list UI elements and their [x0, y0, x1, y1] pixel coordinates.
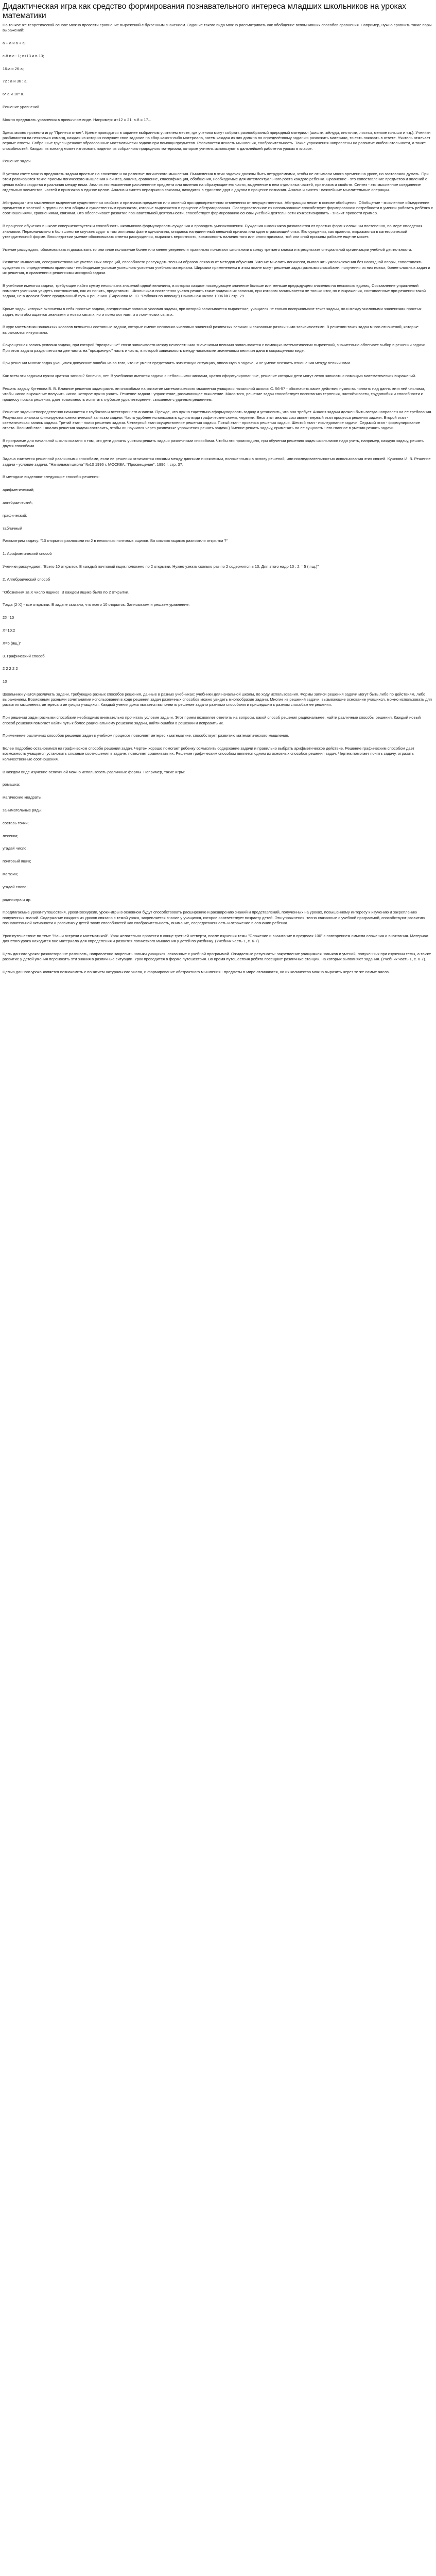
article-paragraph: угадай слово; — [3, 884, 28, 889]
article-paragraph: 6* а и 18* а. — [3, 92, 24, 97]
article-paragraph: 2. Алгебраический способ — [3, 577, 50, 582]
article-title: Дидактическая игра как средство формирования познавательного интереса младших школьников на уроках математики — [3, 2, 406, 20]
article-paragraph: радиоигра и др. — [3, 897, 32, 902]
article-paragraph: 10 — [3, 679, 7, 684]
article-paragraph: В курс математики начальных классов включены составные задачи, которые имеют несколько числовых значений различных величин и связанных различными зависимостями. В решении таких задач много отношений, которые выражаются интуитивно. — [3, 325, 419, 335]
article-page — [0, 0, 436, 984]
article-paragraph: 16·а и 26·а; — [3, 66, 24, 71]
article-paragraph: В каждом виде изучение величиной можно использовать различные формы. Например, такие игры: — [3, 769, 185, 774]
article-paragraph: а + а и а + а; — [3, 41, 26, 46]
article-paragraph: Задача считается решенной различными способами, если ее решения отличаются связями между данными и искомыми, положенными в основу решений, или последовательностью использования этих связей. Кушнова И. В. Решение задачи - условие задачи. "Начальная школа" №10 1996 г. МОСКВА. "Просвещение". 1996 г. стр. 37. — [3, 456, 431, 467]
article-paragraph: В устном счете можно предлагать задачи простые на сложение и на развитие логического мышления. Вычисления в этих задачах должны быть нетрудоёмкими, чтобы не отнимали много времени на уроке, но заставляли думать. При этом развиваются такие приемы логического мышления и синтез, анализ, сравнение, классификация, обобщения, необходимые для интеллектуального роста каждого ребенка. Сравнение - это сопоставление предметов и явлений с целью найти сходства и различия между ними. Анализ это мысленное расчленение предмета или явления на образующие его части, выделение в нем отдельных частей, признаков и свойств. Синтез - это мысленное соединение отдельных элементов, частей и признаков в единое целое. Анализ и синтез неразрывно связаны, находятся в единстве друг с другом в процессе познания. Анализ и синтез - важнейшие мыслительные операции. — [3, 172, 429, 193]
article-paragraph: Абстракция - это мысленное выделение существенных свойств и признаков предметов или явлений при одновременном отвлечении от несущественных. Абстракция лежит в основе обобщения. Обобщение - мысленное объединение предметов и явлений в группы по тем общим и существенным признакам, которые выделяются в процессе абстрагирования. Последовательное их использование способствует формированию потребности в умении работать ребёнка с соотношениями, сравнениями, связями. Это обеспечивает развитие познавательной деятельности, способствует формированию основы учебной деятельности конкретизировать - значит привести пример. — [3, 200, 433, 216]
article-paragraph: 3. Графический способ — [3, 653, 45, 658]
article-paragraph: Ученики рассуждают: "Всего 10 открыток. В каждый почтовый ящик положено по 2 открытки. Нужно узнать сколько раз по 2 содержится в 10. Для этого надо 10 : 2 = 5 ( ящ.)" — [3, 564, 319, 569]
article-paragraph: Школьники учатся различать задачи, требующие разных способов решения, данные в разных учебниках: учебники для начальной школы, по ходу использования. Формы записи решения задачи могут быть либо по действиям, либо выражением. Возможным разными сочетаниями использования в ходе решения задач различных способов можно увидеть многообразие задачи. Многие из решений задачи, вызывающие основание учащихся, можно использовать для развития мышления, интереса и интуиции учащихся. Каждый ученик дома пытается выполнить решение задачи разными способами и пришедшим к разным способам ее решения. — [3, 691, 432, 707]
article-paragraph: магазин; — [3, 871, 19, 876]
article-paragraph: Как всем эти задачам нужна краткая запись? Конечно, нет. В учебниках имеются задачи с небольшими числами, кратко сформулированные, решение которых дети могут легко записать с помощью математических выражений. — [3, 374, 416, 379]
article-paragraph: почтовый ящик; — [3, 859, 31, 864]
article-paragraph: Рассмотрим задачу: "10 открыток разложили по 2 в несколько почтовых ящиков. Во сколько ящиков разложили открытки ?" — [3, 538, 228, 544]
article-paragraph: Х=5 (ящ.)" — [3, 640, 22, 646]
article-paragraph: алгебраический; — [3, 500, 33, 505]
article-body — [3, 23, 433, 975]
article-paragraph: 2Х=10 — [3, 615, 14, 620]
article-paragraph: При решении задач разными способами необходимо внимательно прочитать условие задачи. Этот прием позволяет ответить на вопросы, какой способ решения рациональнее, найти различные способы решения. Каждый новый способ решения помогает найти путь к более рациональному решению задачи, найти ошибки в решении и исправить их. — [3, 715, 421, 725]
article-paragraph: Кроме задач, которые включены в себя простые задачи, соединенные записью условия задачи, при которой записывается выражение, учащиеся не только воспринимают текст задачи, но и между числовыми значениями простых задач, но и обогащается знаниями о новых связях, но и помогают нам, и о логических связях. — [3, 307, 422, 317]
article-paragraph: "Обозначим за Х число ящиков. В каждом ящике было по 2 открытки. — [3, 589, 130, 595]
article-paragraph: занимательные ряды; — [3, 807, 43, 812]
article-paragraph: В программе для начальной школы сказано о том, что дети должны учиться решать задачи различными способами. Чтобы это происходило, при обучении решению задач школьников надо учить, например, каждую задачу, решать двумя способами. — [3, 438, 424, 449]
article-paragraph: составь точки; — [3, 820, 29, 825]
article-paragraph: арифметический; — [3, 487, 34, 493]
article-paragraph: с·8 и с - 1; в+13 и в·13; — [3, 53, 44, 58]
article-paragraph: Применение различных способов решения задач в учебном процессе позволяет интерес к математике, способствует развитию математического мышления. — [3, 733, 289, 738]
article-paragraph: Целью данного урока является познакомить с понятием натурального числа, и формирование абстрактного мышления - предметы в мире отличаются, но их количество можно выразить через те же самые числа. — [3, 969, 390, 974]
article-paragraph: 1. Арифметический способ — [3, 551, 52, 556]
article-paragraph: При решении многих задач учащимся допускают ошибки из-за того, что не умеют представить жизненную ситуацию, описанную в задаче, и не умеют осознать отношения между величинами. — [3, 361, 351, 366]
article-paragraph: лесенка; — [3, 833, 19, 838]
article-paragraph: Предлагаемые уроки-путешествия, уроки-экскурсии, уроки-игры в основном будут способствовать расширению и расширению знаний и представлений, полученных на уроках, повышенному интересу к изучению и закреплению полученных знаний. Содержание каждого из уроков связано с темой урока, закрепляется знание у учащихся, которое соответствует возрасту детей. Эти упражнения, тесно связанные с учебной программой, способствуют развитию познавательной активности и развитию у детей таких способностей как сообразительность, внимание, сосредоточенность и отражение в сознании ребенка. — [3, 910, 425, 925]
article-paragraph: Тогда (2·Х) - все открытки. В задаче сказано, что всего 10 открыток. Записываем и решаем уравнение: — [3, 602, 190, 607]
article-paragraph: Решать задачу Кутепова В. В. Влияние решения задач разными способами на развитие математического мышления учащихся начальной школы: С. 56-57 - обозначить какие действия нужно выполнить над данными и ней числами, чтобы число выражение получить число, которое нужно узнать. Решение задачи - упражнение, развивающее мышление. Мало того, решение задач способствует воспитанию терпения, настойчивости, трудолюбия и способности к процессу поиска решения, дает возможность испытать глубокое удовлетворение, связанное с удачным решением. — [3, 386, 425, 402]
article-paragraph: магические квадраты; — [3, 795, 43, 800]
article-paragraph: На тонкое же теоретической основе можно провести сравнение выражений с буквенным значением. Задание такого вида можно рассматривать как обобщение вспомнивших способов сравнения. Например, нужно сравнить такие пары выражений: — [3, 23, 432, 33]
article-paragraph: В методике выделяют следующие способы решения: — [3, 474, 100, 480]
article-paragraph: Решение задач непосредственно начинается с глубокого и всестороннего анализа. Прежде, что нужно тщательно сформулировать задачу и установить, что она требует. Анализ задачи должен быть всегда направлен на ее требования. Результаты анализа фиксируются схематической записью задачи. Часто удобнее использовать одного вида графические схемы, чертежи. Весь этот анализ составляет первый этап процесса решения задачи. Второй этап - схематическая запись задачи. Третий этап - поиск решения задачи. Четвертый этап осуществление решения задачи. Пятый этап - проверка решения задачи. Шестой этап - исследование задачи. Седьмой этап - формулирование ответа. Восьмой этап - анализ решения задачи составить, чтобы он научился через различные упражнения решать задачи.) Умение решать задачу, применять ли ее сущность - это главное в умении решать задачи. — [3, 410, 432, 431]
article-paragraph: Решение задач — [3, 159, 31, 164]
article-paragraph: 72 : а и 36 : а; — [3, 79, 28, 84]
article-paragraph: Урок-путешествие по теме "Наши встречи с математикой". Урок желательно провести в конце третьей четверти, после изучения темы "Сложение и вычитание в пределах 100" с повторением смысла сложения и вычитания. Материал для этого урока находится вне материала для определения и развития логического мышления у детей по учебнику. (Учебник часть 1, с. 6-7). — [3, 933, 428, 944]
article-paragraph: В процессе обучения в школе совершенствуется и способность школьников формулировать суждения и проводить умозаключения. Суждения школьников развиваются от простых форм к сложным постепенно, по мере овладения знаниями. Первоначально в большинстве случаев судят о том или ином факте однозначно, опираясь на единичный внешний признак или один отражающий опыт. Его суждения, как правило, выражаются в категорической утвердительной форме. Впоследствии умение обосновывать ответы рассуждения, выражать вероятность, возможность наличия того или иного признака, той или иной причины рабочее еще не может. — [3, 224, 423, 239]
article-paragraph: 2 2 2 2 2 — [3, 666, 18, 671]
article-paragraph: Развитие мышления, совершенствование умственных операций, способности рассуждать тесным образом связано от методов обучения. Умение мыслить логически, выполнять умозаключения без наглядной опоры, сопоставлять суждения по определенным правилам - необходимое условие успешного усвоения учебного материала. Широким применением в этом плане могут решение задач разными способами: получения из них новых, более сложных задач и их решения, в сравнении с решениями исходной задачи. — [3, 260, 430, 276]
article-paragraph: Здесь можно провести игру "Принеси ответ". Креме проводится в заранее выбранном учителем месте, где ученики могут собрать разнообразный природный материал (шишки, жёлуди, листочки, листья, мелкие голыши и т.д.). Ученики разбиваются на несколько команд, каждая из которых получает свое задание на сбор какого-либо материала, затем каждая из них должна по определённому заданию разложить материал, то есть показать в ответе. Учитель отмечает верные ответы. Собранные группы решают образованные математически задачи при помощи предметов. Развивается ясность мышления, сообразительность. Такие упражнения направлены на развитие любознательности, а также способностей. Каждая из команд может изготовить поделки из собранного природного материала, которые учитель используют в дальнейшей работе на уроках в классе. — [3, 130, 431, 151]
article-paragraph: Х=10:2 — [3, 628, 15, 633]
article-paragraph: Более подробно остановимся на графическом способе решения задач. Чертеж хорошо помогает ребенку осмыслить содержание задачи и правильно выбрать арифметическое действие. Решение графическим способом дает возможность учащимся установить сложные соотношения в задаче, позволяет сравнивать их. Решение графическим способом является одним из основных способов решения задач. Чертеж помогает понять задачу, отразить количественные соотношения. — [3, 746, 415, 761]
article-paragraph: В учебнике имеются задачи, требующие найти сумму нескольких значений одной величины, в которых каждое последующее значение больше или меньше предыдущего значения на несколько единиц. Составление упражнений помогает ученикам увидеть соотношения, как их понять, представить. Школьникам постепенно учатся решать такие задачи с их записью, при котором записывается не только итог, но и выражения, составленные при решении такой задачи, не в делают более продуманный путь к решению. (Баранова М. Ю. "Рабочая по новому") Начальная школа 1996 №7 стр. 29. — [3, 283, 426, 299]
article-paragraph: Умение рассуждать, обосновывать и доказывать то или иное положение более или менее уверенно и правильно понимают школьники к концу третьего класса и в результате специальной организации учебной деятельности. — [3, 247, 412, 252]
article-paragraph: табличный — [3, 526, 23, 531]
article-paragraph: угадай число; — [3, 846, 28, 851]
article-paragraph: Можно предлагать уравнения в привычном виде. Например: а+12 = 21; в·8 = 17... — [3, 117, 151, 122]
article-paragraph: Решение уравнений — [3, 105, 40, 110]
article-paragraph: Цель данного урока: разносторонне развивать, направленно закрепить навыки учащихся, связанные с учебной программой. Ожидаемые результаты: закрепление учащимися навыков и умений, полученных при изучении темы, а также развитие у детей умения переносить эти знания в различные ситуации. Урок проводится в форме путешествия. Во время путешествия ребята посещают различные станции, на которых выполняют задания. (Учебник часть 1, с. 6-7). — [3, 951, 431, 962]
article-paragraph: Сокращенная запись условия задачи, при которой "прозрачные" связи зависимости между неизвестными значениями величин записываются с помощью математических выражений, значительно облегчает выбор в решении задачи. При этом задача разделяется на две части: на "прозрачную" часть и часть, в которой зависимость между числовыми значениями величин дана в сокращенном виде. — [3, 343, 427, 353]
article-paragraph: графический; — [3, 513, 27, 518]
article-paragraph: ромашка; — [3, 782, 20, 787]
